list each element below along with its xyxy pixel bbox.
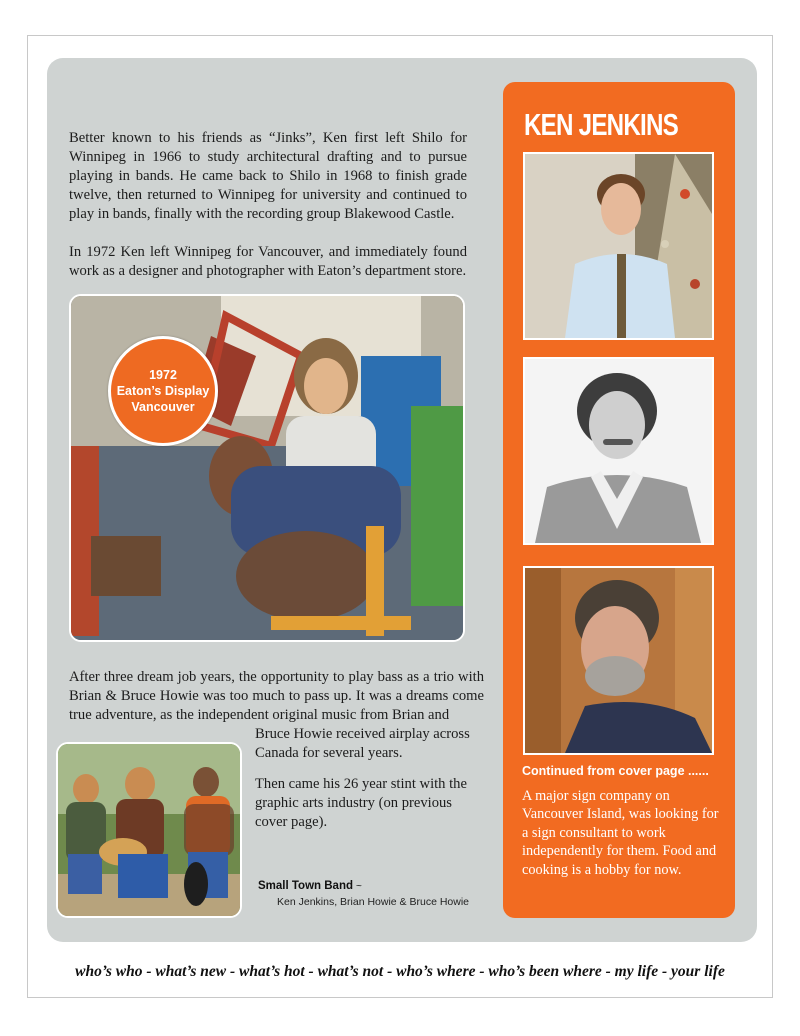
portrait-photo-3 xyxy=(523,566,714,755)
sidebar-title: KEN JENKINS xyxy=(524,107,679,142)
story-text-narrow xyxy=(255,725,484,832)
badge-line-3: Vancouver xyxy=(131,400,195,414)
band-caption-title xyxy=(258,880,362,892)
band-caption-names: Ken Jenkins, Brian Howie & Bruce Howie xyxy=(277,896,470,908)
band-caption-name: Small Town Band xyxy=(258,880,353,892)
eatons-display-photo xyxy=(69,294,465,642)
band-caption-tilde: ~ xyxy=(356,881,362,892)
story-paragraph-3-cont: Bruce Howie received airplay across Canada for several years. xyxy=(255,726,470,761)
badge-year: 1972 xyxy=(149,368,177,382)
intro-paragraph-2: In 1972 Ken left Winnipeg for Vancouver, and immediately found work as a designer and photographer with Eaton’s department store. xyxy=(69,244,467,279)
badge-line-2: Eaton’s Display xyxy=(116,384,210,398)
intro-paragraph-1: Better known to his friends as “Jinks”, Ken first left Shilo for Winnipeg in 1966 to study architectural drafting and to pursue playing in bands. He came back to Shilo in 1968 to finish grade twelve, then returned to Winnipeg for university and continued to play in bands, finally with the recording group Blakewood Castle. xyxy=(69,130,467,222)
eatons-display-badge xyxy=(108,336,218,446)
portrait-photo-2 xyxy=(523,357,714,545)
footer-tagline: who’s who - what’s new - what’s hot - what’s not - who’s where - who’s been where - my life - your life xyxy=(75,963,725,980)
story-text-full xyxy=(69,668,484,725)
continued-label: Continued from cover page ...... xyxy=(522,764,709,778)
intro-text xyxy=(69,129,467,281)
portrait-photo-1 xyxy=(523,152,714,340)
story-paragraph-4: Then came his 26 year stint with the graphic arts industry (on previous cover page). xyxy=(255,776,467,830)
sidebar-text: A major sign company on Vancouver Island, was looking for a sign consultant to work independently for them. Food and cooking is a hobby for now. xyxy=(522,788,719,878)
story-paragraph-3: After three dream job years, the opportunity to play bass as a trio with Brian & Bruce Howie was too much to pass up. It was a dreams come true adventure, as the independent original music from Brian and xyxy=(69,669,484,723)
small-town-band-photo xyxy=(56,742,242,918)
